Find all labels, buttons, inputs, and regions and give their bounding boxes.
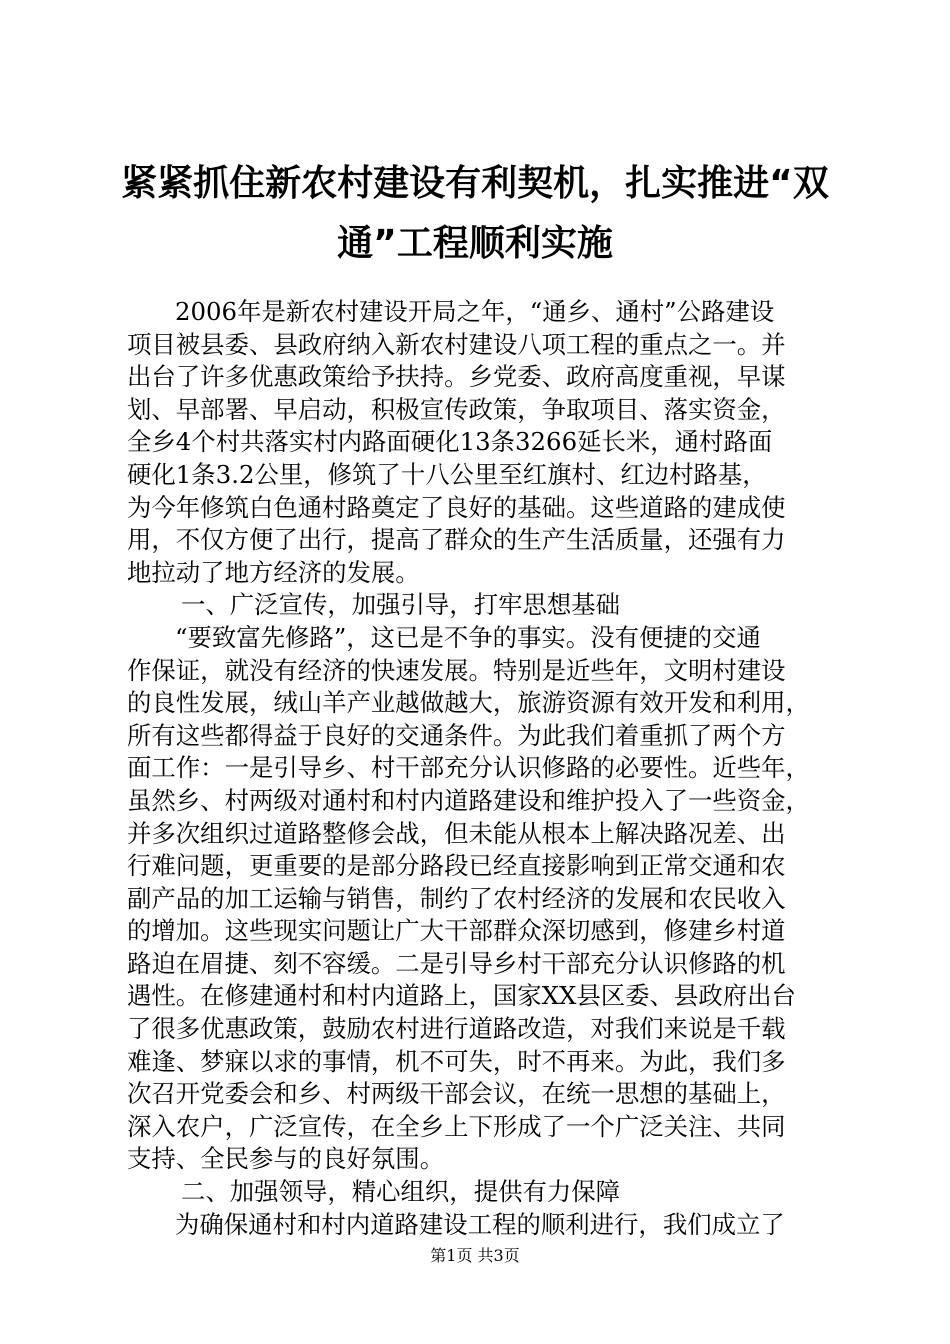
document-body [127, 296, 847, 1241]
document-title-line-1: 紧紧抓住新农村建设有利契机，扎实推进“双 [121, 163, 829, 204]
text-line: 出台了许多优惠政策给予扶持。乡党委、政府高度重视，早谋 [127, 362, 786, 392]
text-line: 划、早部署、早启动，积极宣传政策，争取项目、落实资金， [127, 394, 786, 424]
text-line: 用，不仅方便了出行，提高了群众的生产生活质量，还强有力 [127, 525, 786, 555]
text-line: 难逢、梦寐以求的事情，机不可失，时不再来。为此，我们多 [127, 1046, 786, 1076]
text-line: 的良性发展，绒山羊产业越做越大，旅游资源有效开发和利用， [127, 688, 810, 718]
text-line: 并多次组织过道路整修会战，但未能从根本上解决路况差、出 [127, 818, 786, 848]
text-line: 作保证，就没有经济的快速发展。特别是近些年，文明村建设 [127, 655, 786, 685]
text-line: 所有这些都得益于良好的交通条件。为此我们着重抓了两个方 [127, 720, 786, 750]
text-line: 2006年是新农村建设开局之年，“通乡、通村”公路建设 [175, 297, 775, 326]
text-line: 副产品的加工运输与销售，制约了农村经济的发展和农民收入 [127, 883, 786, 913]
text-line: 为确保通村和村内道路建设工程的顺利进行，我们成立了 [175, 1209, 785, 1239]
text-line: 地拉动了地方经济的发展。 [127, 557, 420, 587]
text-line: 了很多优惠政策，鼓励农村进行道路改造，对我们来说是千载 [127, 1014, 786, 1044]
text-line: 为今年修筑白色通村路奠定了良好的基础。这些道路的建成使 [127, 492, 786, 522]
page-footer: 第1页 共3页 [430, 1246, 520, 1265]
text-line: 深入农户，广泛宣传，在全乡上下形成了一个广泛关注、共同 [127, 1111, 786, 1141]
text-line: 次召开党委会和乡、村两级干部会议，在统一思想的基础上， [127, 1079, 786, 1109]
text-line: 硬化1条3.2公里，修筑了十八公里至红旗村、红边村路基， [127, 459, 767, 489]
text-line: 虽然乡、村两级对通村和村内道路建设和维护投入了一些资金， [127, 785, 810, 815]
section-heading: 一、广泛宣传，加强引导，打牢思想基础 [181, 590, 621, 620]
text-line: “要致富先修路”，这已是不争的事实。没有便捷的交通 [175, 622, 761, 652]
text-line: 全乡4个村共落实村内路面硬化13条3266延长米，通村路面 [127, 427, 773, 457]
text-line: 面工作：一是引导乡、村干部充分认识修路的必要性。近些年， [127, 753, 810, 783]
section-heading: 二、加强领导，精心组织，提供有力保障 [181, 1177, 621, 1207]
text-line: 路迫在眉捷、刻不容缓。二是引导乡村干部充分认识修路的机 [127, 948, 786, 978]
text-line: 支持、全民参与的良好氛围。 [127, 1144, 445, 1174]
text-line: 的增加。这些现实问题让广大干部群众深切感到，修建乡村道 [127, 916, 786, 946]
text-line: 行难问题，更重要的是部分路段已经直接影响到正常交通和农 [127, 851, 786, 881]
text-line: 项目被县委、县政府纳入新农村建设八项工程的重点之一。并 [127, 329, 786, 359]
text-line: 遇性。在修建通村和村内道路上，国家XX县区委、县政府出台 [127, 981, 796, 1011]
document-title-line-2: 通”工程顺利实施 [337, 223, 613, 264]
